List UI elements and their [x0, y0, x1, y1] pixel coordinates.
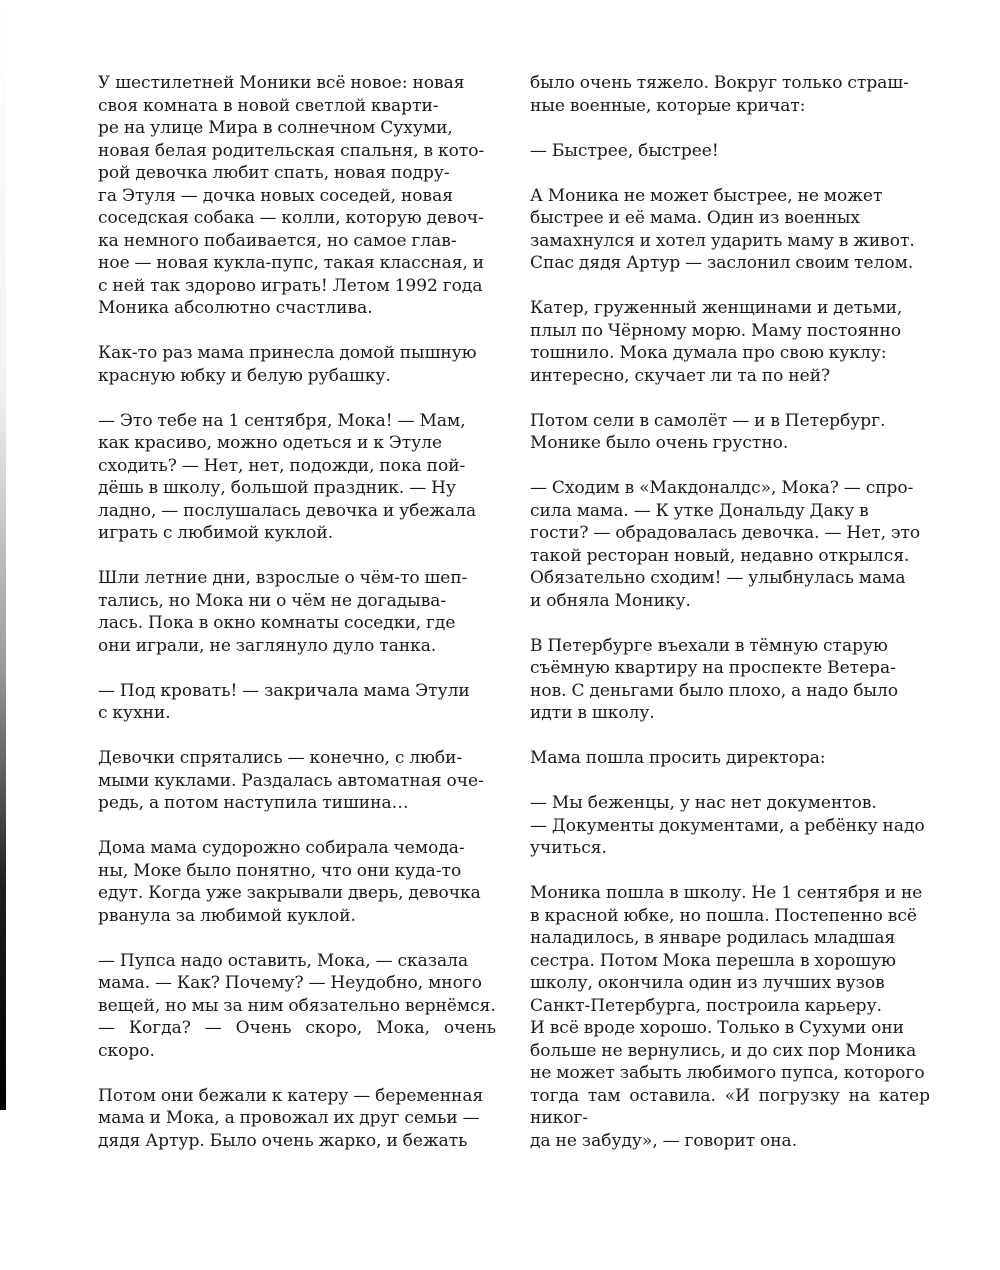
- left-text-column: [98, 72, 496, 1175]
- paragraph: Шли летние дни, взрослые о чём-то шеп- тались, но Мока ни о чём не догадыва- лась. Пока в окно комнаты соседки, где они играли, не заглянуло дуло танка.: [98, 568, 468, 656]
- paragraph: Потом сели в самолёт — и в Петербург. Монике было очень грустно.: [530, 410, 886, 453]
- paragraph: У шестилетней Моники всё новое: новая своя комната в новой светлой кварти- ре на улице Мира в солнечном Сухуми, новая белая родительская спальня, в кото- рой девочка любит спать, новая подру- га Этуля — дочка новых соседей, новая соседская собака — колли, которую девоч- ка немного побаивается, но самое глав- ное — новая кукла-пупс, такая классная, и с ней так здорово играть! Летом 1992 года Моника абсолютно счастлива.: [98, 73, 485, 318]
- paragraph: — Мы беженцы, у нас нет документов. — Документы документами, а ребёнку надо учиться.: [530, 793, 925, 858]
- right-text-column: [530, 72, 930, 1175]
- paragraph: — Быстрее, быстрее!: [530, 140, 719, 161]
- paragraph: — Это тебе на 1 сентября, Мока! — Мам, как красиво, можно одеться и к Этуле сходить? — Нет, нет, подожди, пока пой- дёшь в школу, большой праздник. — Ну ладно, — послушалась девочка и убежала играть с любимой куклой.: [98, 410, 477, 543]
- paragraph: Моника пошла в школу. Не 1 сентября и не в красной юбке, но пошла. Постепенно всё наладилось, в январе родилась младшая сестра. Потом Мока перешла в хорошую школу, окончила один из лучших вузов Санкт-Петербурга, построила карьеру. И всё вроде хорошо. Только в Сухуми они больше не вернулись, и до сих пор Моника не может забыть любимого пупса, которого тогда там оставила. «И погрузку на катер никог- да не забуду», — говорит она.: [530, 883, 930, 1151]
- page-edge-shadow: [0, 0, 6, 1110]
- paragraph: — Под кровать! — закричала мама Этули с кухни.: [98, 680, 470, 723]
- paragraph: Мама пошла просить директора:: [530, 748, 826, 768]
- paragraph: — Пупса надо оставить, Мока, — сказала мама. — Как? Почему? — Неудобно, много вещей, но мы за ним обязательно вернёмся. — Когда? — Очень скоро, Мока, очень скоро.: [98, 950, 496, 1061]
- paragraph: Дома мама судорожно собирала чемода- ны, Моке было понятно, что они куда-то едут. Когда уже закрывали дверь, девочка рванула за любимой куклой.: [98, 838, 481, 926]
- paragraph: В Петербурге въехали в тёмную старую съёмную квартиру на проспекте Ветера- нов. С деньгами было плохо, а надо было идти в школу.: [530, 635, 899, 723]
- paragraph: Катер, груженный женщинами и детьми, плыл по Чёрному морю. Маму постоянно тошнило. Мока думала про свою куклу: интересно, скучает ли та по ней?: [530, 298, 903, 386]
- paragraph: Как-то раз мама принесла домой пышную красную юбку и белую рубашку.: [98, 343, 477, 386]
- paragraph: Девочки спрятались — конечно, с люби- мыми куклами. Раздалась автоматная оче- редь, а потом наступила тишина…: [98, 748, 484, 813]
- paragraph: было очень тяжело. Вокруг только страш- ные военные, которые кричат:: [530, 73, 909, 116]
- paragraph: А Моника не может быстрее, не может быстрее и её мама. Один из военных замахнулся и хотел ударить маму в живот. Спас дядя Артур — заслонил своим телом.: [530, 185, 915, 273]
- paragraph: — Сходим в «Макдоналдс», Мока? — спро- сила мама. — К утке Дональду Даку в гости? — обрадовалась девочка. — Нет, это такой ресторан новый, недавно открылся. Обязательно сходим! — улыбнулась мама и обняла Монику.: [530, 478, 921, 611]
- paragraph: Потом они бежали к катеру — беременная мама и Мока, а провожал их друг семьи — дядя Артур. Было очень жарко, и бежать: [98, 1085, 484, 1151]
